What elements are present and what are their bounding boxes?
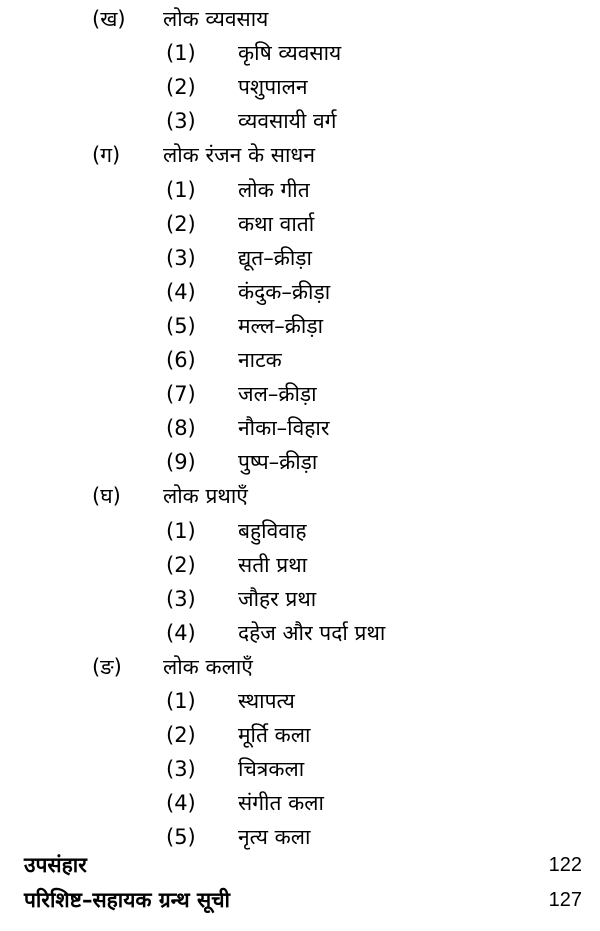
item-number: (1) [166,177,196,202]
list-item [0,514,600,548]
list-item [0,548,600,582]
entry-title: परिशिष्ट–सहायक ग्रन्थ सूची [24,888,230,912]
item-number: (3) [166,757,196,782]
section-label: (ख) [92,7,126,31]
item-number: (1) [166,41,196,66]
item-number: (4) [166,279,196,304]
item-number: (3) [166,109,196,134]
item-title: पुष्प–क्रीड़ा [238,450,318,475]
list-item [0,343,600,377]
list-item [0,786,600,820]
list-item [0,275,600,309]
list-item [0,104,600,138]
item-number: (8) [166,416,196,441]
item-number: (2) [166,552,196,577]
list-item [0,70,600,104]
section-title: लोक व्यवसाय [163,7,269,31]
item-number: (2) [166,723,196,748]
item-title: व्यवसायी वर्ग [238,109,337,134]
item-title: मूर्ति कला [238,723,311,748]
item-number: (9) [166,450,196,475]
list-item [0,616,600,650]
list-item [0,309,600,343]
item-number: (3) [166,245,196,270]
item-number: (5) [166,313,196,338]
toc-entry [0,848,600,882]
item-title: कंदुक–क्रीड़ा [238,279,331,304]
item-title: संगीत कला [238,791,324,816]
item-number: (4) [166,791,196,816]
item-title: नृत्य कला [238,825,311,850]
item-number: (1) [166,518,196,543]
list-item [0,241,600,275]
section-label: (घ) [92,484,121,509]
item-title: मल्ल–क्रीड़ा [238,313,324,338]
item-title: द्यूत–क्रीड़ा [238,245,312,270]
item-title: जौहर प्रथा [238,586,317,611]
section-title: लोक प्रथाएँ [163,484,248,509]
section-title: लोक कलाएँ [163,654,253,679]
item-title: स्थापत्य [238,689,295,713]
section-heading [0,650,600,684]
item-number: (7) [166,382,196,407]
item-title: सती प्रथा [238,552,308,577]
item-number: (5) [166,825,196,850]
section-label: (ङ) [92,654,122,679]
item-title: चित्रकला [238,757,305,782]
list-item [0,582,600,616]
item-title: नाटक [238,348,282,372]
list-item [0,411,600,445]
item-title: दहेज और पर्दा प्रथा [238,620,386,645]
list-item [0,377,600,411]
list-item [0,684,600,718]
section-heading [0,138,600,172]
list-item [0,36,600,70]
item-number: (4) [166,620,196,645]
item-title: बहुविवाह [238,518,307,543]
item-title: पशुपालन [238,75,308,100]
list-item [0,718,600,752]
item-number: (3) [166,586,196,611]
list-item [0,207,600,241]
item-number: (2) [166,211,196,236]
item-number: (6) [166,348,196,372]
section-title: लोक रंजन के साधन [163,143,315,168]
section-label: (ग) [92,143,121,168]
list-item [0,173,600,207]
item-title: नौका–विहार [238,416,330,441]
item-number: (2) [166,75,196,100]
list-item [0,752,600,786]
item-title: कृषि व्यवसाय [238,41,342,66]
item-number: (1) [166,689,196,713]
section-heading [0,479,600,513]
list-item [0,445,600,479]
section-heading [0,2,600,36]
item-title: कथा वार्ता [238,211,315,236]
page-number: 122 [548,854,582,876]
page-number: 127 [548,889,582,911]
toc-entry [0,883,600,917]
entry-title: उपसंहार [24,853,87,877]
item-title: लोक गीत [238,177,310,202]
item-title: जल–क्रीड़ा [238,382,317,407]
